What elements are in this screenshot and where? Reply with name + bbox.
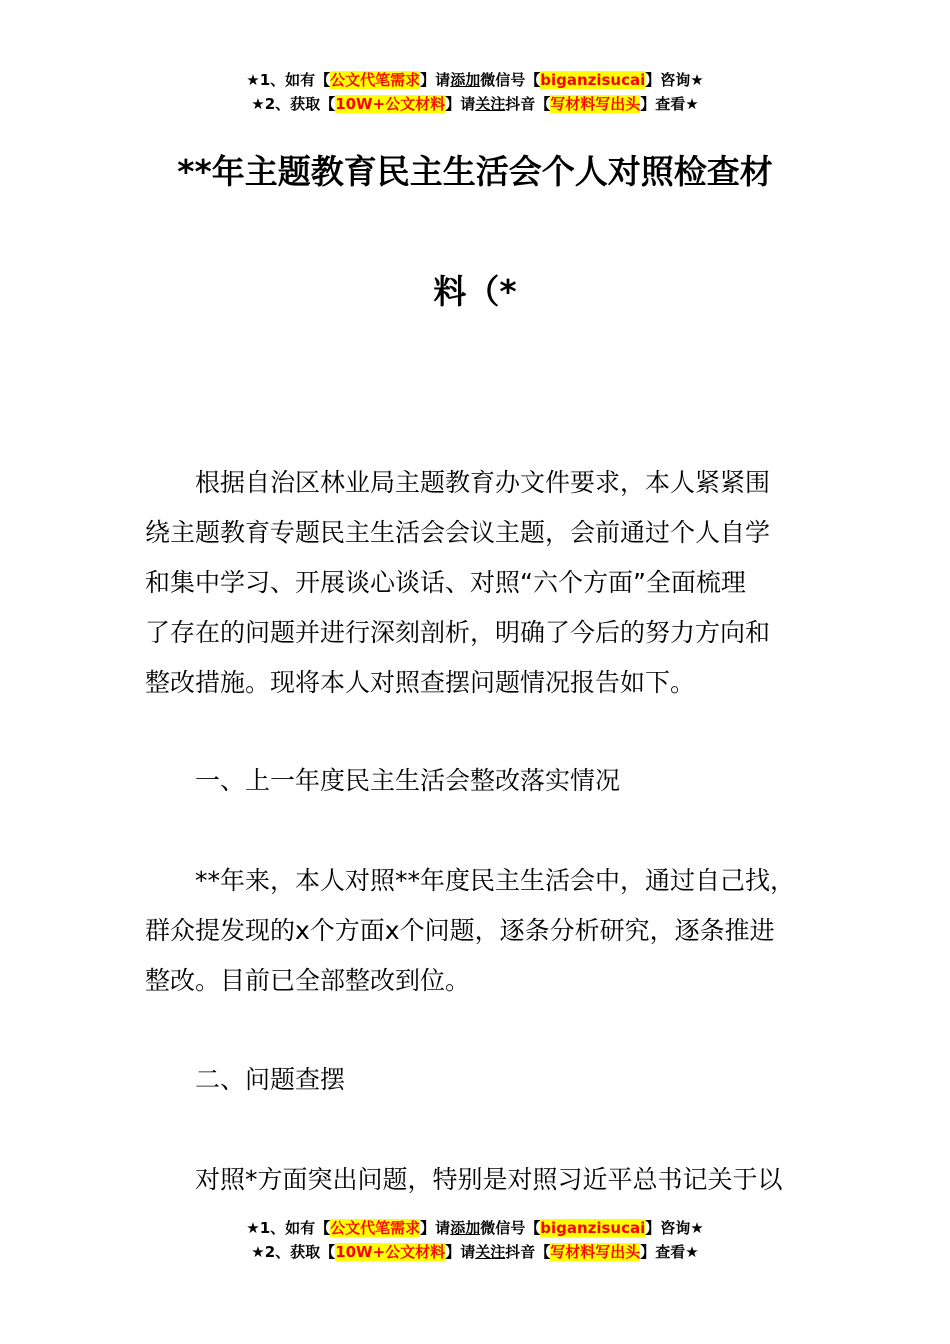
banner-highlight: 公文代笔需求 xyxy=(330,1219,421,1237)
banner-line-1: ★1、如有【公文代笔需求】请添加微信号【biganzisucai】咨询★ xyxy=(246,1219,704,1237)
banner-line-2: ★2、获取【10W+公文材料】请关注抖音【写材料写出头】查看★ xyxy=(251,95,699,113)
problem-paragraph: 对照*方面突出问题，特别是对照习近平总书记关于以 xyxy=(195,1165,783,1194)
banner-line-2: ★2、获取【10W+公文材料】请关注抖音【写材料写出头】查看★ xyxy=(251,1243,699,1261)
document-title-line-1: **年主题教育民主生活会个人对照检查材 xyxy=(177,152,773,191)
banner-highlight: biganzisucai xyxy=(540,1219,646,1237)
document-title-line-2: 料（* xyxy=(433,272,517,311)
banner-highlight: 10W+公文材料 xyxy=(335,1243,446,1261)
banner-line-1: ★1、如有【公文代笔需求】请添加微信号【biganzisucai】咨询★ xyxy=(246,71,704,89)
banner-highlight: biganzisucai xyxy=(540,71,646,89)
rectification-paragraph: **年来，本人对照**年度民主生活会中，通过自己找， 群众提发现的x个方面x个问题，逐条分析研究，逐条推进 整改。目前已全部整改到位。 xyxy=(145,866,796,995)
header-banner xyxy=(0,68,950,116)
intro-paragraph: 根据自治区林业局主题教育办文件要求，本人紧紧围 绕主题教育专题民主生活会会议主题，会前通过个人自学 和集中学习、开展谈心谈话、对照“六个方面”全面梳理 了存在的问题并进行深刻剖析，明确了今后的努力方向和 整改措施。现将本人对照查摆问题情况报告如下。 xyxy=(145,468,771,697)
section-heading-2: 二、问题查摆 xyxy=(195,1065,346,1094)
section-heading-1: 一、上一年度民主生活会整改落实情况 xyxy=(195,766,621,795)
banner-highlight: 10W+公文材料 xyxy=(335,95,446,113)
footer-banner xyxy=(0,1216,950,1264)
banner-highlight: 写材料写出头 xyxy=(550,1243,641,1261)
banner-highlight: 公文代笔需求 xyxy=(330,71,421,89)
banner-highlight: 写材料写出头 xyxy=(550,95,641,113)
